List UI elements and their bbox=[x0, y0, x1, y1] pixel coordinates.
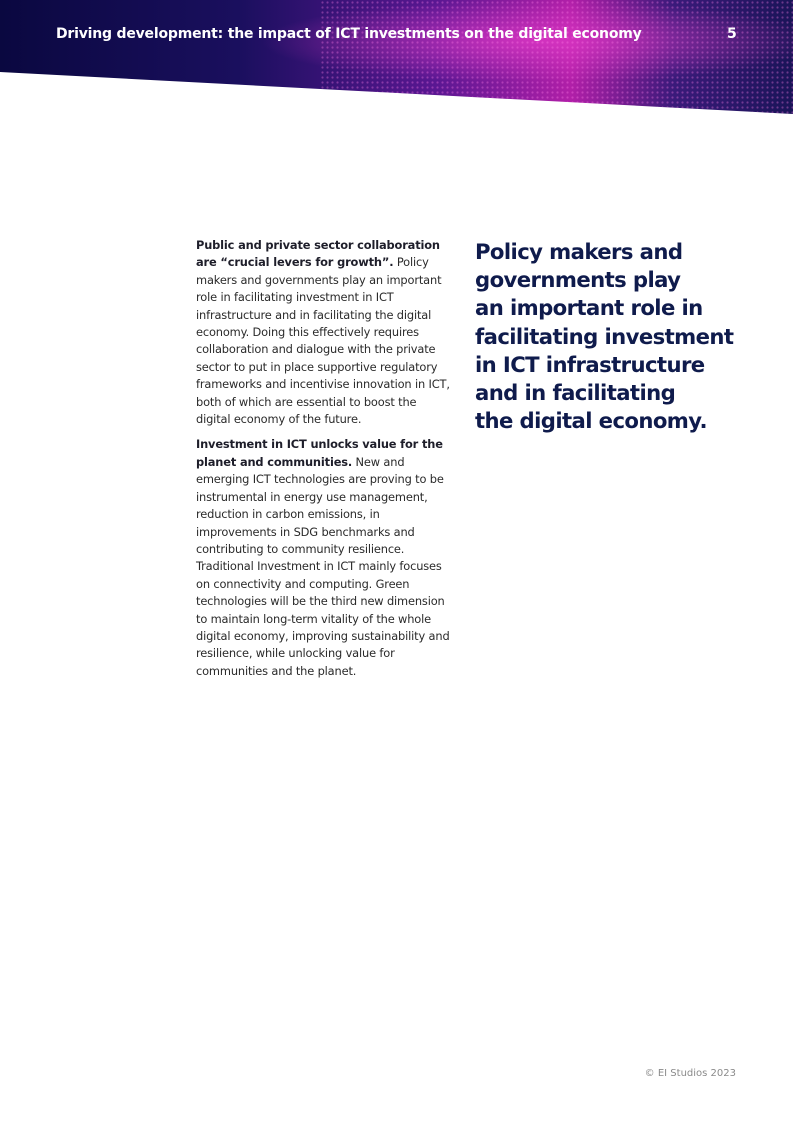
paragraph-lead: Public and private sector collaboration are “crucial levers for growth”. bbox=[196, 238, 440, 270]
paragraph-investment bbox=[196, 436, 454, 680]
paragraph-collaboration bbox=[196, 237, 454, 428]
pull-quote-line: an important role in bbox=[475, 295, 703, 321]
paragraph-text: New and emerging ICT technologies are proving to be instrumental in energy use management, reduction in carbon emissions, in improvements in SDG benchmarks and contributing to community resilience. Traditional Investment in ICT mainly focuses on connectivity and computing. Green technologies will be the third new dimension to maintain long-term vitality of the whole digital economy, improving sustainability and resilience, while unlocking value for communities and the planet. bbox=[196, 454, 450, 678]
paragraph-text: Policy makers and governments play an important role in facilitating investment in ICT infrastructure and in facilitating the digital economy. Doing this effectively requires collaboration and dialogue with the private sector to put in place supportive regulatory frameworks and incentivise innovation in ICT, both of which are essential to boost the digital economy of the future. bbox=[196, 255, 450, 427]
pull-quote-line: in ICT infrastructure bbox=[475, 351, 705, 377]
pull-quote-line: Policy makers and bbox=[475, 239, 683, 264]
pull-quote bbox=[475, 238, 775, 435]
body-text-column bbox=[196, 237, 454, 688]
page-header-banner bbox=[0, 0, 793, 118]
pull-quote-line: governments play bbox=[475, 267, 681, 293]
copyright-notice: © EI Studios 2023 bbox=[644, 1068, 736, 1079]
header-title: Driving development: the impact of ICT investments on the digital economy bbox=[56, 26, 642, 42]
page-number: 5 bbox=[727, 26, 737, 42]
pull-quote-line: and in facilitating bbox=[475, 380, 676, 406]
header-gradient-graphic bbox=[0, 0, 793, 118]
pull-quote-line: facilitating investment bbox=[475, 323, 734, 349]
pull-quote-line: the digital economy. bbox=[475, 408, 707, 434]
paragraph-lead: Investment in ICT unlocks value for the planet and communities. bbox=[196, 437, 443, 469]
